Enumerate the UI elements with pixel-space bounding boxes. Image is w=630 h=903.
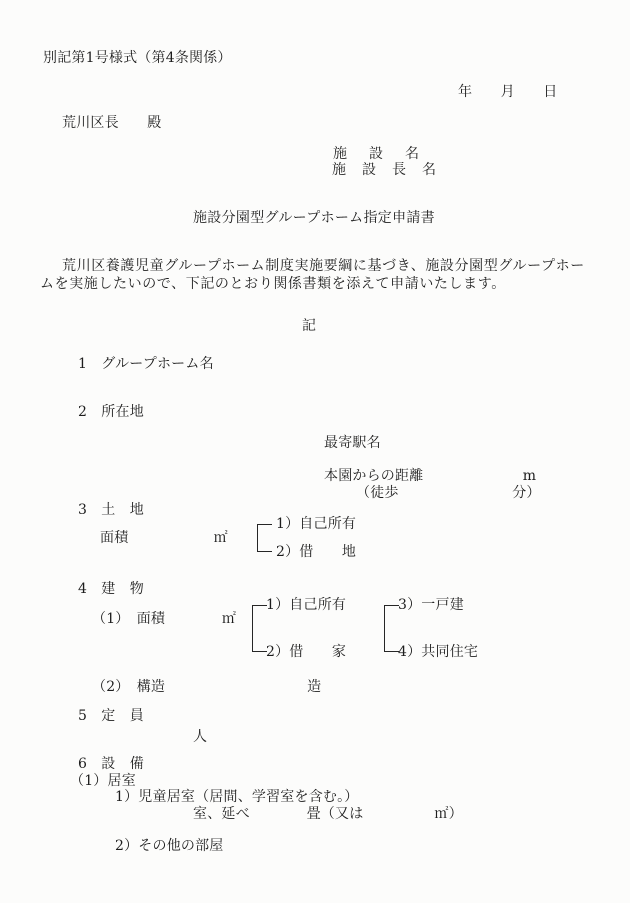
building-area-line: （1） 面積 ㎡ bbox=[92, 611, 237, 627]
facility-name-label: 施 設 名 bbox=[333, 146, 423, 162]
building-option-apartment: 4）共同住宅 bbox=[398, 644, 479, 660]
land-option-owned: 1）自己所有 bbox=[276, 516, 357, 532]
land-option-leased: 2）借 地 bbox=[276, 544, 357, 560]
body-paragraph-line1: 荒川区養護児童グループホーム制度実施要綱に基づき、施設分園型グループホー bbox=[62, 258, 585, 274]
building-option-rented: 2）借 家 bbox=[266, 644, 347, 660]
building-structure-line: （2） 構造 造 bbox=[92, 679, 322, 695]
nearest-station-label: 最寄駅名 bbox=[324, 435, 381, 451]
walk-minutes-line: （徒歩 分） bbox=[356, 485, 541, 501]
item-4-building: 4 建 物 bbox=[78, 581, 144, 597]
item-1-group-home-name: 1 グループホーム名 bbox=[78, 356, 214, 372]
building-option-owned: 1）自己所有 bbox=[266, 597, 347, 613]
capacity-unit: 人 bbox=[193, 729, 208, 745]
living-room-label: （1）居室 bbox=[70, 773, 136, 789]
building-option-detached: 3）一戸建 bbox=[398, 597, 464, 613]
item-3-land: 3 土 地 bbox=[78, 502, 144, 518]
item-5-capacity: 5 定 員 bbox=[78, 708, 144, 724]
body-paragraph-line2: ムを実施したいので、下記のとおり関係書類を添えて申請いたします。 bbox=[40, 276, 506, 292]
land-ownership-bracket bbox=[257, 524, 273, 552]
item-2-location: 2 所在地 bbox=[78, 404, 144, 420]
land-area-line: 面積 ㎡ bbox=[100, 530, 228, 546]
form-number: 別記第1号様式（第4条関係） bbox=[43, 50, 232, 66]
item-6-equipment: 6 設 備 bbox=[78, 756, 144, 772]
addressee-line: 荒川区長 殿 bbox=[62, 115, 162, 131]
document-title: 施設分園型グループホーム指定申請書 bbox=[193, 210, 435, 226]
date-line: 年 月 日 bbox=[458, 84, 558, 100]
other-rooms-line: 2）その他の部屋 bbox=[115, 838, 224, 854]
distance-from-main-facility-line: 本園からの距離 m bbox=[324, 468, 537, 484]
children-room-line: 1）児童居室（居間、学習室を含む。） bbox=[115, 789, 359, 805]
facility-head-label: 施 設 長 名 bbox=[332, 162, 437, 178]
record-marker: 記 bbox=[302, 318, 317, 334]
room-count-area-line: 室、延べ 畳（又は ㎡） bbox=[193, 806, 463, 822]
